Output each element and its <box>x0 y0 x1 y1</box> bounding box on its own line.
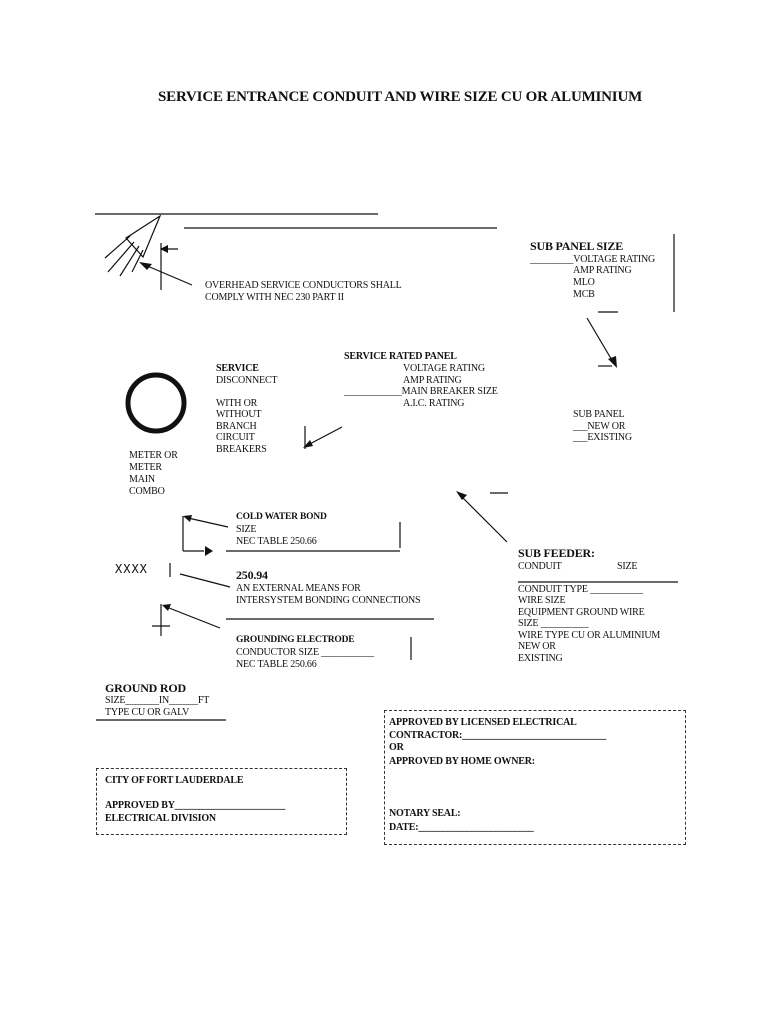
meter-symbol <box>128 375 184 431</box>
sub-feeder-item: WIRE SIZE <box>518 595 566 606</box>
grounding-electrode-size: CONDUCTOR SIZE ___________ <box>236 647 374 658</box>
meter-label: MAIN <box>129 474 155 485</box>
grounding-electrode-heading: GROUNDING ELECTRODE <box>236 635 355 645</box>
sub-feeder-item: NEW OR <box>518 641 556 652</box>
disconnect-line: BRANCH <box>216 421 257 432</box>
cold-water-bottom-arrow <box>205 546 213 556</box>
cold-water-nec: NEC TABLE 250.66 <box>236 536 317 547</box>
disconnect-line: SERVICE <box>216 363 259 374</box>
sub-feeder-size: SIZE <box>617 561 638 572</box>
overhead-arrow-head <box>139 262 152 270</box>
bonding-line1: AN EXTERNAL MEANS FOR <box>236 583 361 594</box>
cold-water-pointer <box>188 518 228 527</box>
xxxx-marker: XXXX <box>115 562 148 576</box>
city-name: CITY OF FORT LAUDERDALE <box>105 775 244 786</box>
notary-seal: NOTARY SEAL: <box>389 808 461 819</box>
bonding-heading: 250.94 <box>236 568 268 582</box>
overhead-pointer <box>145 265 192 285</box>
sub-panel-mcb: MCB <box>573 289 595 300</box>
disconnect-line: WITHOUT <box>216 409 262 420</box>
meter-label: METER <box>129 462 162 473</box>
sub-panel-existing: ___EXISTING <box>573 432 632 443</box>
grounding-electrode-nec: NEC TABLE 250.66 <box>236 659 317 670</box>
city-electrical-division: ELECTRICAL DIVISION <box>105 813 216 824</box>
sub-feeder-arrow-head <box>456 491 467 500</box>
meter-label: COMBO <box>129 486 165 497</box>
sub-panel-mlo: MLO <box>573 277 595 288</box>
panel-voltage-rating: VOLTAGE RATING <box>403 363 485 374</box>
sub-feeder-item: EQUIPMENT GROUND WIRE <box>518 607 645 618</box>
sub-feeder-item: CONDUIT TYPE ___________ <box>518 584 643 595</box>
disconnect-line: DISCONNECT <box>216 375 278 386</box>
sub-panel-label: SUB PANEL <box>573 409 625 420</box>
approval-contractor[interactable]: CONTRACTOR:______________________________ <box>389 730 607 741</box>
city-approved-by[interactable]: APPROVED BY_______________________ <box>105 800 286 811</box>
service-rated-panel-heading: SERVICE RATED PANEL <box>344 351 457 362</box>
ground-pointer <box>164 606 220 628</box>
ground-arrow-head <box>162 604 171 611</box>
panel-amp-rating: AMP RATING <box>403 375 462 386</box>
sub-panel-voltage: _________VOLTAGE RATING <box>530 254 656 265</box>
meter-label: METER OR <box>129 450 178 461</box>
sub-feeder-item: EXISTING <box>518 653 563 664</box>
panel-aic-rating: A.I.C. RATING <box>403 398 465 409</box>
sub-panel-amp: AMP RATING <box>573 265 632 276</box>
sub-panel-arrow <box>587 318 613 362</box>
sub-feeder-item: SIZE __________ <box>518 618 589 629</box>
sub-panel-size-heading: SUB PANEL SIZE <box>530 239 624 253</box>
sub-feeder-item: WIRE TYPE CU OR ALUMINIUM <box>518 630 661 641</box>
bonding-pointer <box>180 574 230 587</box>
page-title: SERVICE ENTRANCE CONDUIT AND WIRE SIZE CU OR ALUMINIUM <box>158 89 643 105</box>
sub-feeder-arrow <box>461 496 507 542</box>
cold-water-bond-heading: COLD WATER BOND <box>236 512 327 522</box>
panel-main-breaker: ____________MAIN BREAKER SIZE <box>344 386 498 397</box>
bonding-line2: INTERSYSTEM BONDING CONNECTIONS <box>236 595 421 606</box>
cold-water-arrow-head <box>183 515 192 522</box>
weatherhead-wire <box>108 242 134 272</box>
weatherhead-wire <box>132 250 143 272</box>
overhead-note-line2: COMPLY WITH NEC 230 PART II <box>205 292 344 303</box>
weatherhead-wire <box>105 236 130 258</box>
ground-rod-size: SIZE_______IN______FT <box>105 695 210 706</box>
weatherhead-wire <box>120 246 139 276</box>
approval-or: OR <box>389 742 404 753</box>
disconnect-line: BREAKERS <box>216 444 267 455</box>
sub-panel-new: ___NEW OR <box>573 421 626 432</box>
approval-home-owner: APPROVED BY HOME OWNER: <box>389 756 535 767</box>
overhead-note-line1: OVERHEAD SERVICE CONDUCTORS SHALL <box>205 280 402 291</box>
approval-date[interactable]: DATE:________________________ <box>389 822 534 833</box>
sub-feeder-heading: SUB FEEDER: <box>518 546 595 560</box>
ground-rod-heading: GROUND ROD <box>105 681 186 695</box>
disconnect-line: CIRCUIT <box>216 432 255 443</box>
cold-water-size: SIZE <box>236 524 257 535</box>
sub-feeder-conduit: CONDUIT <box>518 561 562 572</box>
disconnect-line: WITH OR <box>216 398 258 409</box>
ground-rod-type: TYPE CU OR GALV <box>105 707 190 718</box>
approval-line1: APPROVED BY LICENSED ELECTRICAL <box>389 717 577 728</box>
